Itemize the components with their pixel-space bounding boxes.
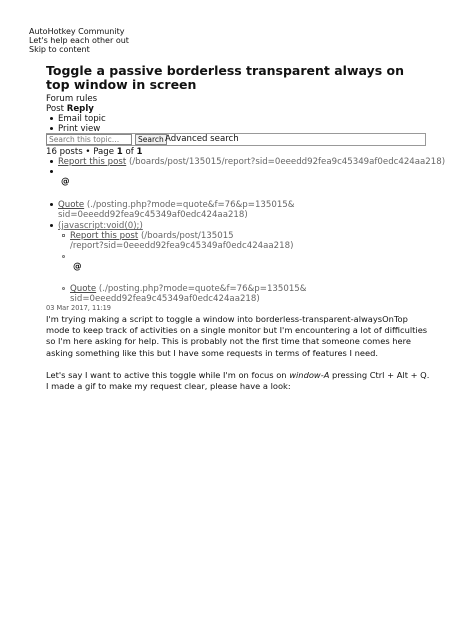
bullet-icon [50, 117, 53, 120]
empty-list-item [50, 167, 58, 177]
bullet-icon [50, 127, 53, 130]
report-post-link-nested[interactable]: Report this post [70, 231, 139, 241]
forum-rules-link[interactable]: Forum rules [46, 94, 98, 104]
quote-url: (./posting.php?mode=quote&f=76&p=135015& [86, 200, 295, 210]
pagination [46, 147, 143, 157]
square-bullet-icon [62, 234, 65, 237]
email-topic-label: Email topic [58, 114, 106, 124]
report-post-item[interactable] [50, 157, 445, 167]
at-mention-icon-nested[interactable]: @ [73, 262, 82, 272]
quote-url-nested-continued: sid=0eeedd92fea9c45349af0edc424aa218) [70, 294, 260, 304]
quote-item-nested[interactable] [62, 284, 306, 294]
circle-bullet-icon [62, 255, 65, 258]
report-post-url: (/boards/post/135015/report?sid=0eeedd92fea9c45349af0edc424aa218) [128, 157, 446, 167]
post-paragraph-2-start: Let's say I want to active this toggle while I'm on focus on [46, 370, 290, 380]
advanced-search-link[interactable]: Advanced search [165, 134, 239, 144]
pagination-prefix: 16 posts • Page [46, 147, 115, 157]
quote-item[interactable] [50, 200, 294, 210]
post-menu-link[interactable]: (javascript:void(0);) [58, 221, 143, 231]
report-post-url-nested-continued: /report?sid=0eeedd92fea9c45349af0edc424aa218) [70, 241, 294, 251]
quote-link-nested[interactable]: Quote [70, 284, 97, 294]
quote-link[interactable]: Quote [58, 200, 85, 210]
report-post-item-nested[interactable] [62, 231, 234, 241]
topic-title[interactable]: Toggle a passive borderless transparent always on top window in screen [46, 63, 404, 92]
post-paragraph-2-end: pressing Ctrl + Alt + Q. I made a gif to make my request clear, please have a look: [46, 370, 430, 392]
pagination-of: of [125, 147, 134, 157]
bullet-icon [50, 170, 53, 173]
email-topic-item[interactable] [50, 114, 106, 124]
post-word: Post [46, 104, 64, 114]
empty-nested-item [62, 252, 70, 262]
circle-bullet-icon [62, 287, 65, 290]
post-reply-button[interactable] [46, 104, 94, 114]
window-a-emphasis: window-A [289, 370, 330, 380]
reply-word: Reply [66, 104, 94, 114]
skip-to-content-link[interactable]: Skip to content [29, 45, 90, 54]
post-paragraph-2 [46, 370, 432, 392]
search-button[interactable]: Search [135, 134, 167, 145]
quote-url-continued: sid=0eeedd92fea9c45349af0edc424aa218) [58, 210, 248, 220]
post-menu-item[interactable] [50, 221, 143, 231]
report-post-url-nested: (/boards/post/135015 [140, 231, 234, 241]
bullet-icon [50, 224, 53, 227]
bullet-icon [50, 203, 53, 206]
post-paragraph-1: I'm trying making a script to toggle a window into borderless-transparent-alwaysOnTop mode to keep track of activities on a single monitor but I'm encountering a lot of difficulties so I'm here asking for help. This is probably not the first time that someone comes here asking something like this but I have some requests in terms of features I need. [46, 314, 428, 358]
post-timestamp: 03 Mar 2017, 11:19 [46, 304, 111, 312]
pagination-current: 1 [116, 147, 123, 157]
print-view-label: Print view [58, 124, 101, 134]
search-input[interactable] [46, 134, 132, 145]
pagination-total: 1 [136, 147, 143, 157]
bullet-icon [50, 160, 53, 163]
report-post-link[interactable]: Report this post [58, 157, 127, 167]
site-tagline: Let's help each other out [29, 36, 129, 45]
quote-url-nested: (./posting.php?mode=quote&f=76&p=135015& [98, 284, 307, 294]
at-mention-icon[interactable]: @ [61, 177, 70, 187]
site-name: AutoHotkey Community [29, 27, 125, 36]
